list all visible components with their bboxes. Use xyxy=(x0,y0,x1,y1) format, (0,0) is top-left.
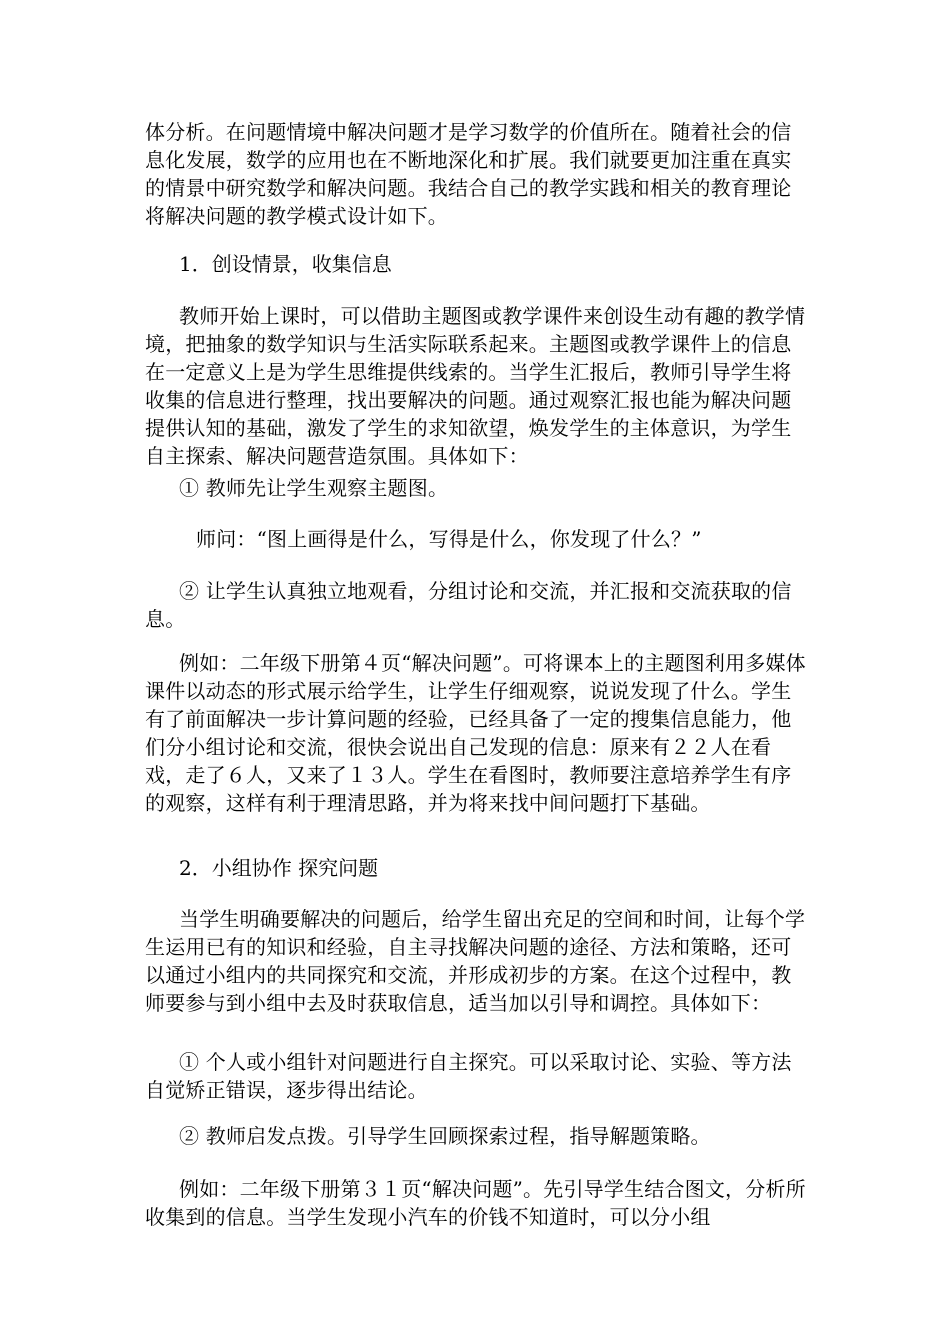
paragraph-step-2: ② 让学生认真独立地观看，分组讨论和交流，并汇报和交流获取的信息。 xyxy=(145,579,792,631)
section-heading-2: 2．小组协作 探究问题 xyxy=(179,856,379,880)
paragraph-example-2: 例如：二年级下册第３１页“解决问题”。先引导学生结合图文，分析所收集到的信息。当学生发现小汽车的价钱不知道时，可以分小组 xyxy=(145,1177,806,1229)
paragraph-substep-2: ② 教师启发点拨。引导学生回顾探索过程，指导解题策略。 xyxy=(179,1124,711,1148)
paragraph-substep-1: ① 个人或小组针对问题进行自主探究。可以采取讨论、实验、等方法自觉矫正错误，逐步得出结论。 xyxy=(145,1050,792,1102)
paragraph-example-1: 例如：二年级下册第４页“解决问题”。可将课本上的主题图利用多媒体课件以动态的形式展示给学生，让学生仔细观察，说说发现了什么。学生有了前面解决一步计算问题的经验，已经具备了一定的搜集信息能力，他们分小组讨论和交流，很快会说出自己发现的信息：原来有２２人在看戏，走了６人，又来了１３人。学生在看图时，教师要注意培养学生有序的观察，这样有利于理清思路，并为将来找中间问题打下基础。 xyxy=(145,651,806,815)
paragraph-section2-body: 当学生明确要解决的问题后，给学生留出充足的空间和时间，让每个学生运用已有的知识和经验，自主寻找解决问题的途径、方法和策略，还可以通过小组内的共同探究和交流，并形成初步的方案。在这个过程中，教师要参与到小组中去及时获取信息，适当加以引导和调控。具体如下： xyxy=(145,907,806,1015)
paragraph-section1-body: 教师开始上课时，可以借助主题图或教学课件来创设生动有趣的教学情境，把抽象的数学知识与生活实际联系起来。主题图或教学课件上的信息在一定意义上是为学生思维提供线索的。当学生汇报后，教师引导学生将收集的信息进行整理，找出要解决的问题。通过观察汇报也能为解决问题提供认知的基础，激发了学生的求知欲望，焕发学生的主体意识，为学生自主探索、解决问题营造氛围。具体如下： xyxy=(145,304,806,468)
section-heading-1: 1．创设情景，收集信息 xyxy=(179,252,392,276)
paragraph-intro: 体分析。在问题情境中解决问题才是学习数学的价值所在。随着社会的信息化发展，数学的应用也在不断地深化和扩展。我们就要更加注重在真实的情景中研究数学和解决问题。我结合自己的教学实践和相关的教育理论将解决问题的教学模式设计如下。 xyxy=(145,120,792,228)
paragraph-teacher-question: 师问：“图上画得是什么，写得是什么，你发现了什么？” xyxy=(196,527,702,551)
paragraph-step-1: ① 教师先让学生观察主题图。 xyxy=(179,476,449,500)
